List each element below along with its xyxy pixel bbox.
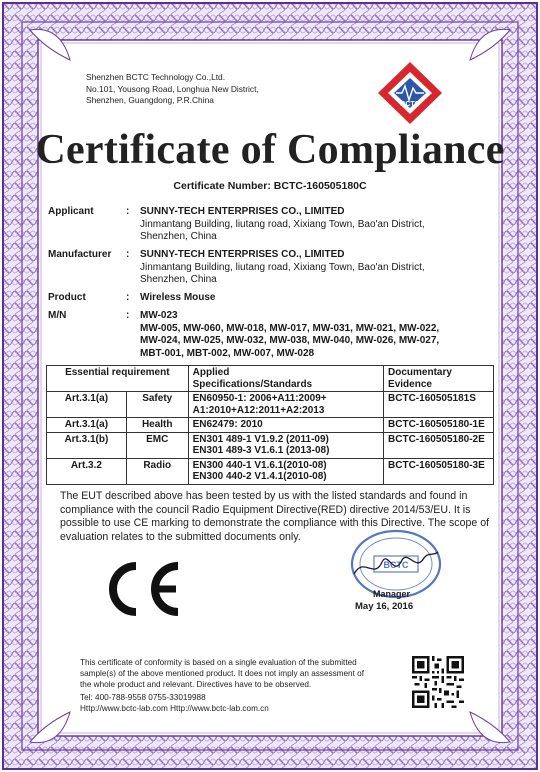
standard-line: EN300 440-1 V1.6.1(2010-08) — [192, 459, 327, 471]
table-header-row — [47, 366, 494, 392]
statement-line: evaluation relates to the submitted documents only. — [60, 530, 301, 543]
issuer-address-line2: Shenzhen, Guangdong, P.R.China — [86, 95, 214, 105]
mn-line: MBT-001, MBT-002, MW-007, MW-028 — [140, 347, 315, 359]
applicant-address-line1: Jinmantang Building, liutang road, Xixiang Town, Bao'an District, — [140, 218, 425, 230]
header-applied-line2: Specifications/Standards — [192, 378, 313, 390]
standard-line: EN300 440-2 V1.4.1(2010-08) — [192, 471, 327, 482]
row-evidence: BCTC-160505180-3E — [384, 458, 494, 484]
product-label: Product — [48, 292, 86, 303]
statement-line: compliance with the council Radio Equipment Directive(RED) directive 2014/53/EU. It is — [60, 503, 471, 516]
mn-line: MW-024, MW-025, MW-032, MW-038, MW-040, MW-026, MW-027, — [140, 335, 440, 346]
row-standards — [188, 432, 383, 458]
row-article: Art.3.1(a) — [47, 392, 127, 418]
row-standards — [188, 458, 383, 484]
standard-line: EN62479: 2010 — [192, 419, 263, 430]
row-item: Radio — [126, 458, 188, 484]
manufacturer-name: SUNNY-TECH ENTERPRISES CO., LIMITED — [140, 249, 345, 260]
row-article: Art.3.2 — [47, 458, 127, 484]
mn-label: M/N — [48, 310, 67, 321]
logo-text: BCTC — [400, 101, 420, 108]
header-evidence-line1: Documentary — [388, 367, 452, 378]
product-value: Wireless Mouse — [140, 292, 216, 303]
table-row — [47, 392, 494, 418]
standards-table — [46, 365, 494, 485]
statement-line: possible to use CE marking to demonstrate the compliance with this Directive. The scope of — [60, 517, 490, 529]
note-line: This certificate of conformity is based on a single evaluation of the submitted — [80, 658, 357, 667]
note-line: sample(s) of the above mentioned product. It does not imply an assessment of — [80, 669, 364, 678]
issue-date: May 16, 2016 — [355, 601, 414, 612]
contact-web: Http://www.bctc-lab.com Http://www.bctc-lab.com.cn — [80, 704, 269, 713]
table-row — [47, 418, 494, 433]
row-evidence: BCTC-160505181S — [384, 392, 494, 418]
mn-colon: : — [126, 310, 130, 321]
row-evidence: BCTC-160505180-2E — [384, 432, 494, 458]
contact-tel: Tel: 400-788-9558 0755-33019988 — [80, 693, 206, 702]
manager-label: Manager — [373, 589, 411, 599]
row-item: Safety — [126, 392, 188, 418]
ce-mark — [100, 560, 184, 618]
contact-info — [80, 692, 269, 714]
row-item: EMC — [126, 432, 188, 458]
applicant-label: Applicant — [48, 206, 94, 217]
issuer-block — [86, 72, 259, 107]
qr-code — [412, 656, 464, 708]
issuer-address-line1: No.101, Yousong Road, Longhua New District, — [86, 83, 259, 94]
table-row — [47, 432, 494, 458]
bctc-logo — [360, 60, 460, 126]
manufacturer-address-line2: Shenzhen, China — [140, 274, 217, 285]
certificate-number: Certificate Number: BCTC-160505180C — [173, 180, 367, 192]
note-line: the whole product and relevant. Directives have to be observed. — [80, 680, 312, 689]
header-evidence-line2: Evidence — [388, 378, 432, 390]
seal-text: BCTC — [383, 560, 409, 570]
manufacturer-label: Manufacturer — [48, 249, 112, 260]
standard-line: A1:2010+A12:2011+A2:2013 — [192, 404, 325, 416]
manufacturer-colon: : — [126, 249, 130, 260]
mn-line: MW-023 — [140, 310, 178, 321]
standard-line: EN301 489-3 V1.6.1 (2013-08) — [192, 445, 330, 456]
row-evidence: BCTC-160505180-1E — [384, 418, 494, 433]
applicant-address-line2: Shenzhen, China — [140, 231, 217, 242]
manufacturer-address-line1: Jinmantang Building, liutang road, Xixiang Town, Bao'an District, — [140, 261, 425, 273]
applicant-name: SUNNY-TECH ENTERPRISES CO., LIMITED — [140, 206, 345, 217]
footer-note — [80, 657, 410, 690]
header-documentary-evidence — [384, 366, 494, 392]
row-article: Art.3.1(a) — [47, 418, 127, 433]
header-applied-line1: Applied — [192, 367, 230, 378]
mn-line: MW-005, MW-060, MW-018, MW-017, MW-031, MW-021, MW-022, — [140, 322, 440, 334]
standard-line: EN60950-1: 2006+A11:2009+ — [192, 393, 327, 404]
header-essential-requirement: Essential requirement — [47, 366, 189, 392]
issuer-name: Shenzhen BCTC Technology Co.,Ltd. — [86, 72, 226, 82]
product-colon: : — [126, 292, 130, 303]
certificate-title: Certificate of Compliance — [35, 127, 505, 173]
row-standards — [188, 418, 383, 433]
header-applied-standards — [188, 366, 383, 392]
row-item: Health — [126, 418, 188, 433]
row-article: Art.3.1(b) — [47, 432, 127, 458]
row-standards — [188, 392, 383, 418]
table-row — [47, 458, 494, 484]
applicant-colon: : — [126, 206, 130, 217]
statement-line: The EUT described above has been tested by us with the listed standards and found in — [60, 490, 468, 502]
standard-line: EN301 489-1 V1.9.2 (2011-09) — [192, 433, 329, 445]
